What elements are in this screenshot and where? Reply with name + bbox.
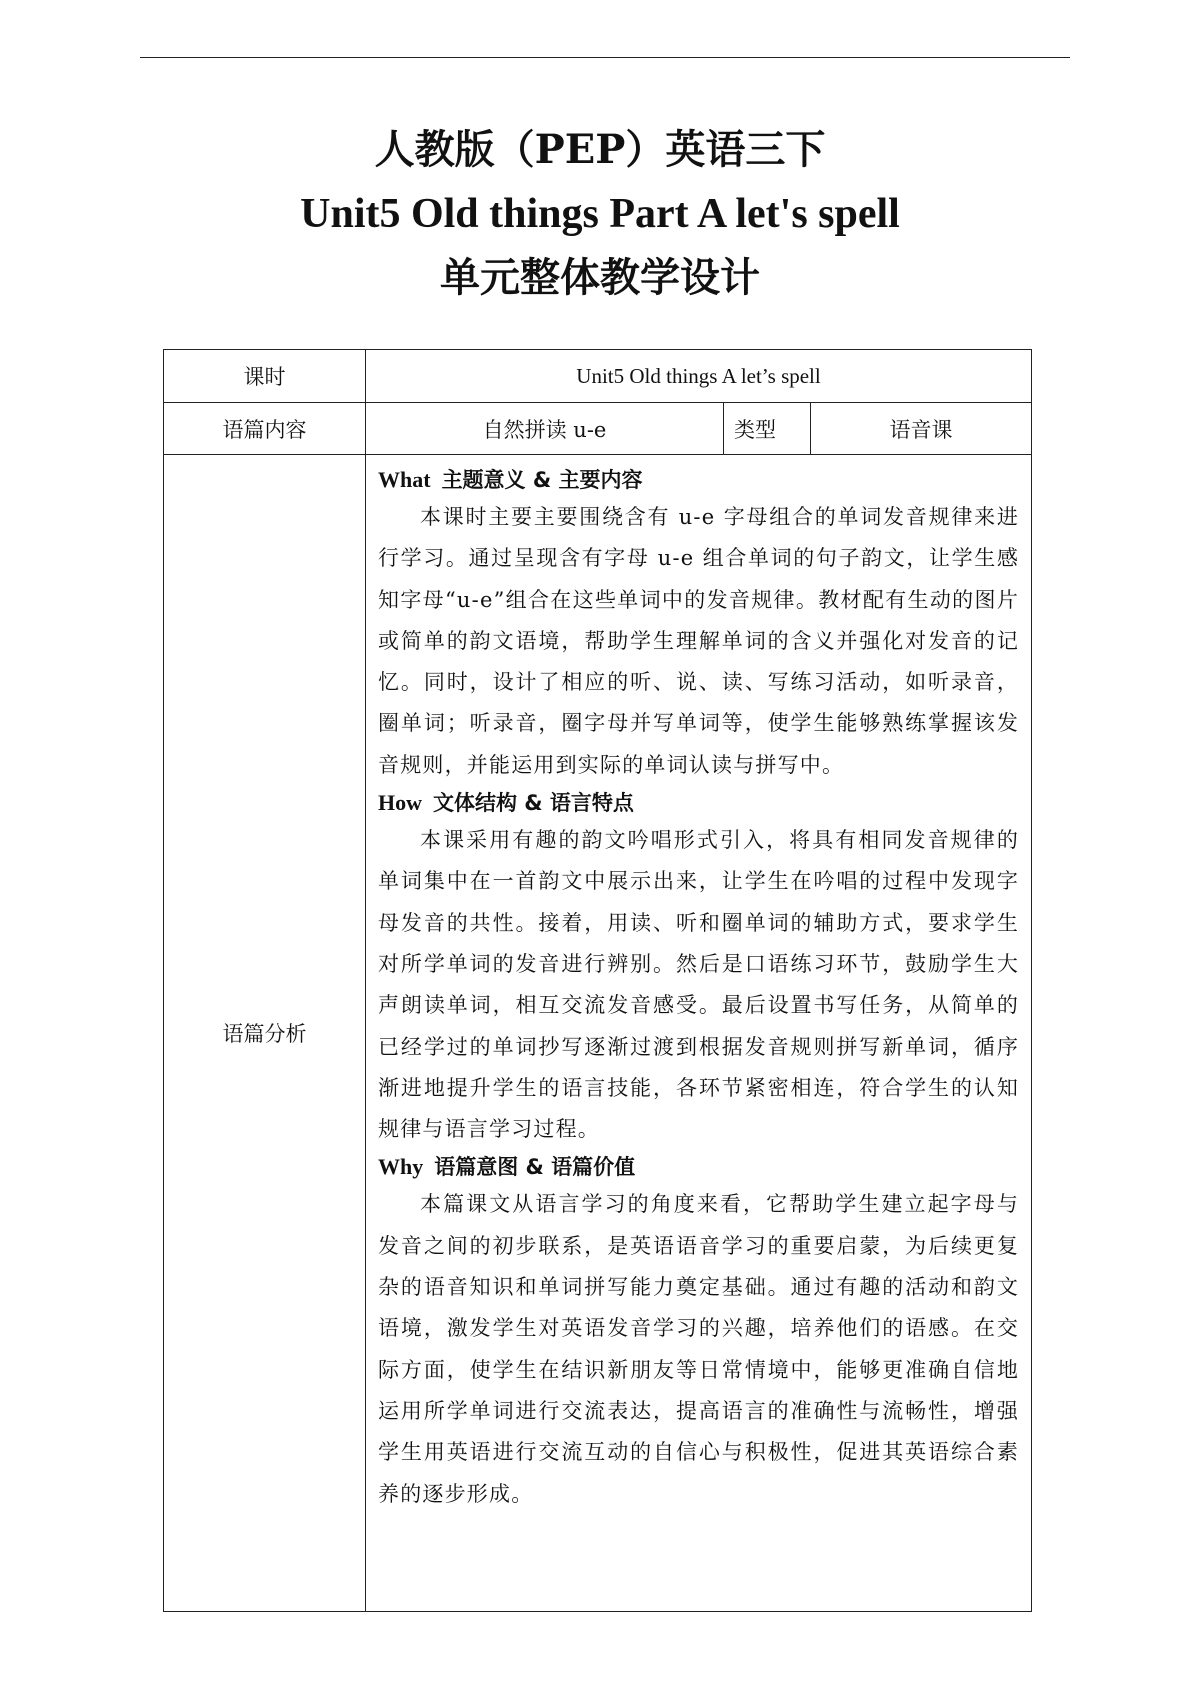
table-row-analysis — [164, 455, 1032, 1612]
section-text-why: 本篇课文从语言学习的角度来看，它帮助学生建立起字母与发音之间的初步联系，是英语语音学习的重要启蒙，为后续更复杂的语音知识和单词拼写能力奠定基础。通过有趣的活动和韵文语境，激发学生对英语发音学习的兴趣，培养他们的语感。在交际方面，使学生在结识新朋友等日常情境中，能够更准确自信地运用所学单词进行交流表达，提高语言的准确性与流畅性，增强学生用英语进行交流互动的自信心与积极性，促进其英语综合素养的逐步形成。 — [378, 1192, 1020, 1506]
content-label-cell — [164, 403, 366, 455]
section-text-how: 本课采用有趣的韵文吟唱形式引入，将具有相同发音规律的单词集中在一首韵文中展示出来，让学生在吟唱的过程中发现字母发音的共性。接着，用读、听和圈单词的辅助方式，要求学生对所学单词的发音进行辨别。然后是口语练习环节，鼓励学生大声朗读单词，相互交流发音感受。最后设置书写任务，从简单的已经学过的单词抄写逐渐过渡到根据发音规则拼写新单词，循序渐进地提升学生的语言技能，各环节紧密相连，符合学生的认知规律与语言学习过程。 — [378, 828, 1020, 1142]
title-line-1: 人教版（PEP）英语三下 — [374, 126, 826, 173]
document-title — [0, 118, 1200, 310]
type-label-cell — [724, 403, 811, 455]
analysis-label-cell — [164, 455, 366, 1612]
section-heading-why-en: Why — [378, 1154, 424, 1180]
section-heading-what-zh: 主题意义 & 主要内容 — [441, 468, 643, 492]
lesson-value: Unit5 Old things A let’s spell — [576, 363, 821, 388]
header-rule — [140, 57, 1070, 58]
section-heading-what — [378, 463, 1019, 497]
section-heading-how — [378, 786, 1019, 820]
lesson-label-cell — [164, 350, 366, 403]
title-line-3: 单元整体教学设计 — [440, 254, 760, 301]
section-heading-what-en: What — [378, 467, 431, 492]
analysis-label: 语篇分析 — [222, 1022, 307, 1046]
analysis-content-cell — [366, 455, 1032, 1612]
type-value-cell — [811, 403, 1032, 455]
section-text-what: 本课时主要主要围绕含有 u-e 字母组合的单词发音规律来进行学习。通过呈现含有字母 u-e 组合单词的句子韵文，让学生感知字母“u-e”组合在这些单词中的发音规律。教材配有生动的图片或简单的韵文语境，帮助学生理解单词的含义并强化对发音的记忆。同时，设计了相应的听、说、读、写练习活动，如听录音，圈单词；听录音，圈字母并写单词等，使学生能够熟练掌握该发音规则，并能运用到实际的单词认读与拼写中。 — [378, 505, 1020, 777]
type-value: 语音课 — [889, 417, 953, 442]
lesson-value-cell — [366, 350, 1032, 403]
title-line-2: Unit5 Old things Part A let's spell — [300, 191, 900, 237]
lesson-label: 课时 — [243, 365, 286, 389]
section-heading-why-zh: 语篇意图 & 语篇价值 — [434, 1155, 636, 1180]
table-row-content — [164, 403, 1032, 455]
content-value-cell — [366, 403, 724, 455]
section-heading-how-zh: 文体结构 & 语言特点 — [433, 791, 634, 816]
content-value: 自然拼读 u-e — [482, 417, 607, 442]
type-label: 类型 — [734, 417, 776, 442]
section-heading-how-en: How — [378, 790, 422, 816]
table-row-lesson — [164, 350, 1032, 403]
section-heading-why — [378, 1150, 1019, 1184]
lesson-table — [163, 349, 1032, 1612]
content-label: 语篇内容 — [222, 417, 307, 442]
